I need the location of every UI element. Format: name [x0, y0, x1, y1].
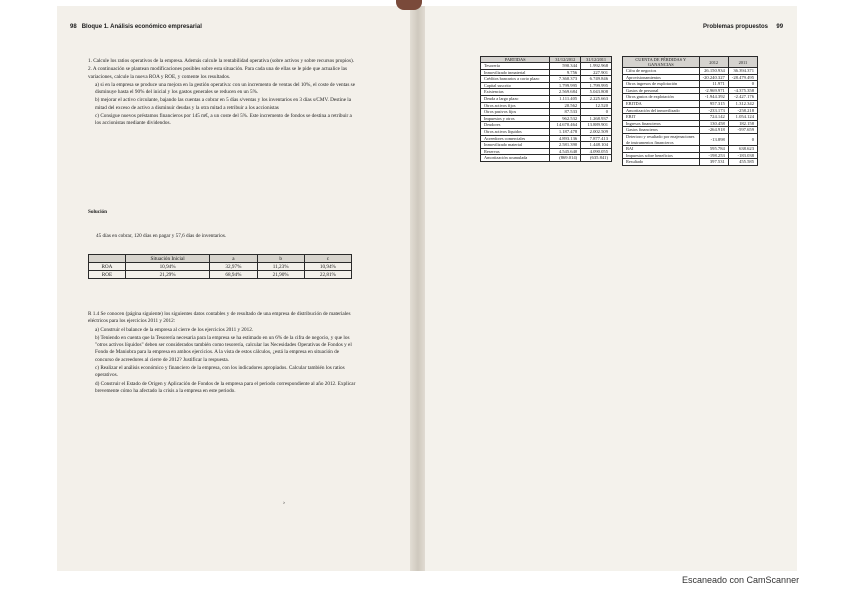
income-row [623, 127, 758, 134]
income-statement-header [623, 57, 758, 68]
balance-table [480, 56, 612, 162]
cell-value: 20.562 [550, 102, 581, 109]
cell-value: 130.458 [699, 120, 728, 127]
income-row [623, 87, 758, 94]
cell-value: 36.394.371 [728, 68, 757, 75]
cell-value: 13.889.901 [581, 122, 612, 129]
cell-value: 6.749.846 [581, 76, 612, 83]
row-label: Existencias [481, 89, 550, 96]
row-label: Otros activos fijos [481, 102, 550, 109]
ratio-table-header [89, 255, 352, 263]
income-statement-table [622, 56, 758, 166]
cell-value: 638.623 [728, 146, 757, 153]
problem-item: a) Construir el balance de la empresa al cierre de los ejercicios 2011 y 2012. [95, 326, 254, 333]
left-page-header [70, 24, 202, 30]
balance-row [481, 142, 612, 149]
column-header: b [257, 255, 304, 263]
row-label: BAI [623, 146, 700, 153]
row-label: Otros activos líquidos [481, 128, 550, 135]
income-row [623, 81, 758, 88]
ratio-row [89, 263, 352, 271]
exercise-item: b) mejorar el activo circulante, bajando las cuentas a cobrar en 5 días s/ventas y los inventarios en 3 días s/CMV. Destine la mitad del exceso de activo a disminuir deudas y la otra mitad a retribuir a los accionistas [95, 97, 352, 111]
left-page-number: 98 [70, 24, 77, 30]
cell-value: 962.532 [550, 115, 581, 122]
row-label: Capital suscrito [481, 82, 550, 89]
row-label: Otros pasivos fijos [481, 109, 550, 116]
balance-row [481, 115, 612, 122]
cell-value: -183.038 [728, 152, 757, 159]
cell-value: 1.187.478 [550, 128, 581, 135]
column-header: 2011 [728, 57, 757, 68]
cell-value: 10,94% [304, 263, 351, 271]
right-running-head: Problemas propuestos [703, 24, 769, 30]
balance-row [481, 89, 612, 96]
row-label: Créditos bancarios a corto plazo [481, 76, 550, 83]
income-row [623, 159, 758, 166]
cell-value: 68,94% [210, 271, 257, 279]
cell-value: 7.360.373 [550, 76, 581, 83]
cell-value: -233.173 [699, 107, 728, 114]
cell-value: 21,29% [125, 271, 209, 279]
column-header: Situación Inicial [125, 255, 209, 263]
cell-value: 1.448.104 [581, 142, 612, 149]
balance-row [481, 155, 612, 162]
ratio-table [88, 254, 352, 279]
right-page-header [703, 24, 783, 30]
row-label: Inmovilizado inmaterial [481, 69, 550, 76]
scanner-watermark: Escaneado con CamScanner [682, 575, 800, 585]
row-label: Impuestos sobre beneficios [623, 152, 700, 159]
cell-value: 14.670.464 [550, 122, 581, 129]
cell-value: 1.111.405 [550, 95, 581, 102]
book-gutter [410, 6, 426, 571]
row-label: EBITDA [623, 100, 700, 107]
cell-value: 32,97% [210, 263, 257, 271]
left-running-head: Bloque 1. Análisis económico empresarial [81, 24, 202, 30]
cell-value: (635.841) [581, 155, 612, 162]
cell-value: -2.969.971 [699, 87, 728, 94]
row-label: Impuestos y otros [481, 115, 550, 122]
cell-value: -597.659 [728, 127, 757, 134]
balance-row [481, 135, 612, 142]
cell-value: 957.315 [699, 100, 728, 107]
row-label: Gastos de personal [623, 87, 700, 94]
cell-value: -264.918 [699, 127, 728, 134]
cell-value: 9.756 [550, 69, 581, 76]
income-row [623, 152, 758, 159]
row-label: ROE [89, 271, 126, 279]
cell-value: 397.531 [699, 159, 728, 166]
row-label: Resultado [623, 159, 700, 166]
income-row [623, 100, 758, 107]
row-label: Gastos financieros [623, 127, 700, 134]
row-label: Ingresos financieros [623, 120, 700, 127]
column-header: 31/12/2012 [550, 57, 581, 63]
cell-value: 2.002.509 [581, 128, 612, 135]
balance-row [481, 95, 612, 102]
binder-clip [396, 0, 422, 10]
cell-value: 87.533 [550, 109, 581, 116]
column-header: 2012 [699, 57, 728, 68]
cell-value: -1.944.392 [699, 94, 728, 101]
exercise-list [88, 58, 358, 129]
row-label: Otros ingresos de explotación [623, 81, 700, 88]
income-row [623, 120, 758, 127]
problem-item: R 1.4 Se conocen (página siguiente) los siguientes datos contables y de resultado de una empresa de distribución de materiales eléctricos para los ejercicios 2011 y 2012: [88, 311, 351, 325]
cell-value: -13.898 [699, 133, 728, 145]
balance-row [481, 102, 612, 109]
balance-row [481, 69, 612, 76]
ratio-row [89, 271, 352, 279]
column-header: c [304, 255, 351, 263]
income-row [623, 74, 758, 81]
solution-line: 45 días en cobrar, 120 días en pagar y 57,6 días de inventarios. [96, 233, 227, 239]
income-row [623, 107, 758, 114]
column-header: 31/12/2011 [581, 57, 612, 63]
cell-value: 595.784 [699, 146, 728, 153]
problem-1-4 [88, 311, 358, 396]
row-label: Amortización del inmovilizado [623, 107, 700, 114]
balance-row [481, 122, 612, 129]
balance-row [481, 63, 612, 70]
income-row [623, 114, 758, 121]
column-header [89, 255, 126, 263]
problem-item: d) Construir el Estado de Origen y Aplicación de Fondos de la empresa para el periodo correspondiente al año 2012. Explicar brevemente cómo ha afectado la crisis a la empresa en este periodo. [95, 380, 356, 394]
cell-value: 1.268.937 [581, 115, 612, 122]
problem-item: b) Teniendo en cuenta que la Tesorería necesaria para la empresa se ha estimado en un 6% de la cifra de negocio, y que los "otros activos líquidos" deben ser considerados también como tesorería, calcular las Necesidades Operativas de Fondos y el Fondo de Maniobra para la empresa en ambos ejercicios. A la vista de estos cálculos, ¿está la empresa en situación de concurso de acreedores al cierre de 2012? Justificar la respuesta. [95, 334, 352, 363]
cell-value: 182.158 [728, 120, 757, 127]
cell-value: 590.344 [550, 63, 581, 70]
row-label: Deterioro y resultado por enajenaciones de instrumentos financieros [623, 133, 700, 145]
cell-value: -4.375.358 [728, 87, 757, 94]
income-row [623, 133, 758, 145]
balance-row [481, 128, 612, 135]
income-row [623, 68, 758, 75]
cell-value: 21,90% [257, 271, 304, 279]
cell-value: 455.585 [728, 159, 757, 166]
cell-value: 1.992.968 [581, 63, 612, 70]
row-label: Inmovilizado material [481, 142, 550, 149]
balance-row [481, 76, 612, 83]
cell-value: 1.799.995 [581, 82, 612, 89]
cell-value: 10,94% [125, 263, 209, 271]
cell-value: 4.090.055 [581, 148, 612, 155]
cell-value: 0 [728, 133, 757, 145]
exercise-item: 2. A continuación se plantean modificaciones posibles sobre esta situación. Para cada una de ellas se le pide que actualice las variaciones, calcule la nueva ROA y ROE, y comente los resultados. [88, 66, 347, 80]
row-label: Deudores [481, 122, 550, 129]
cell-value: 11.971 [699, 81, 728, 88]
cell-value: -258.218 [728, 107, 757, 114]
row-label: Otros gastos de explotación [623, 94, 700, 101]
cell-value: 0 [728, 81, 757, 88]
cell-value: (869.014) [550, 155, 581, 162]
row-label: Cifra de negocios [623, 68, 700, 75]
cell-value: 5.043.808 [581, 89, 612, 96]
cell-value: 227.901 [581, 69, 612, 76]
balance-row [481, 109, 612, 116]
cell-value: -198.253 [699, 152, 728, 159]
cell-value: 2.569.684 [550, 89, 581, 96]
row-label: ROA [89, 263, 126, 271]
cell-value: 2.581.390 [550, 142, 581, 149]
cell-value: 0 [581, 109, 612, 116]
column-header: PARTIDAS [481, 57, 550, 63]
row-label: Aprovisionamientos [623, 74, 700, 81]
solution-heading: Solución [88, 209, 108, 215]
exercise-item: 1. Calcule los ratios operativos de la empresa. Además calcule la rentabilidad operativa (sobre activos y sobre recursos propios). [88, 58, 355, 64]
column-header: a [210, 255, 257, 263]
income-row [623, 146, 758, 153]
cell-value: 7.877.413 [581, 135, 612, 142]
row-label: Reservas [481, 148, 550, 155]
cell-value: 1.799.995 [550, 82, 581, 89]
problem-item: c) Realizar el análisis económico y financiero de la empresa, con los indicadores apropiados. Calcular también los ratios operativos. [95, 365, 345, 379]
row-label: Amortización acumulada [481, 155, 550, 162]
row-label: Tesorería [481, 63, 550, 70]
cell-value: 4.545.640 [550, 148, 581, 155]
cell-value: -2.427.176 [728, 94, 757, 101]
row-label: EBIT [623, 114, 700, 121]
income-row [623, 94, 758, 101]
balance-row [481, 148, 612, 155]
cell-value: -20.240.327 [699, 74, 728, 81]
row-label: Deuda a largo plazo [481, 95, 550, 102]
cell-value: 1.312.342 [728, 100, 757, 107]
exercise-item: a) si en la empresa se produce una mejora en la gestión operativa: con un incremento de ventas del 10%, el coste de ventas se disminuye hasta el 90% del inicial y los gastos generales se reducen en un 5%. [95, 81, 355, 96]
cell-value: 11,23% [257, 263, 304, 271]
cell-value: 724.142 [699, 114, 728, 121]
cell-value: 1.054.124 [728, 114, 757, 121]
cell-value: -28.479.495 [728, 74, 757, 81]
exercise-item: c) Consigue nuevos préstamos financieros por 145 m€, a un coste del 5%. Este incremento de fondos se destina a retribuir a los accionistas mediante dividendos. [95, 113, 352, 127]
cell-value: 4.893.136 [550, 135, 581, 142]
balance-row [481, 82, 612, 89]
cell-value: 22,81% [304, 271, 351, 279]
row-label: Acreedores comerciales [481, 135, 550, 142]
scan-mark: › [283, 500, 285, 506]
column-header: CUENTA DE PÉRDIDAS Y GANANCIAS [623, 57, 700, 68]
right-page-number: 99 [776, 24, 784, 30]
cell-value: 2.225.663 [581, 95, 612, 102]
cell-value: 12.520 [581, 102, 612, 109]
cell-value: 26.150.934 [699, 68, 728, 75]
